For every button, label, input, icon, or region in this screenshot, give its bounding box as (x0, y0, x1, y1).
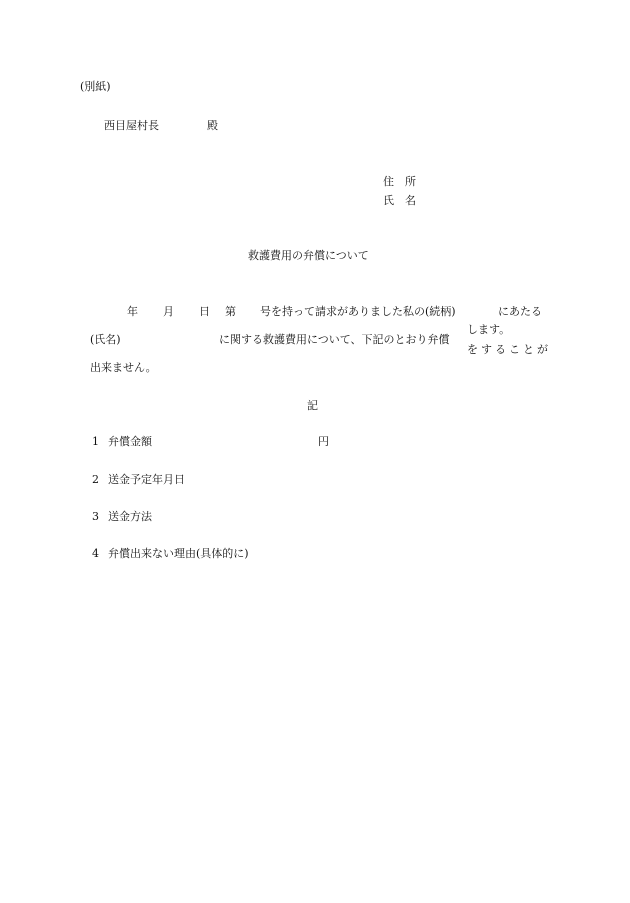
body-line1-end: にあたる (498, 305, 542, 318)
item-3-number: 3 (92, 510, 99, 523)
document-title: 救護費用の弁償について (248, 249, 369, 262)
body-line2-lower: をすることが (467, 343, 551, 356)
sender-name-label: 氏 名 (383, 194, 416, 207)
body-year: 年 (127, 305, 138, 318)
item-3-label: 送金方法 (108, 510, 152, 523)
sender-address-label: 住 所 (383, 175, 416, 188)
body-line2-upper: します。 (467, 323, 511, 336)
item-4-label: 弁償出来ない理由(具体的に) (108, 547, 249, 560)
body-name-label: (氏名) (90, 333, 121, 346)
item-1-number: 1 (92, 435, 99, 448)
item-1-label: 弁償金額 (108, 435, 152, 448)
attachment-label: (別紙) (80, 80, 111, 93)
ki-mark: 記 (307, 399, 318, 412)
body-month: 月 (163, 305, 174, 318)
item-1-unit: 円 (318, 435, 329, 448)
body-line1-text: 号を持って請求がありました私の(続柄) (260, 305, 456, 318)
body-line3-text: 出来ません。 (90, 361, 157, 374)
item-2-number: 2 (92, 473, 99, 486)
body-line2-text: に関する救護費用について、下記のとおり弁償 (219, 333, 450, 346)
body-number-prefix: 第 (225, 305, 236, 318)
addressee-honorific: 殿 (207, 119, 218, 132)
item-2-label: 送金予定年月日 (108, 473, 185, 486)
body-day: 日 (199, 305, 210, 318)
addressee-name: 西目屋村長 (104, 119, 159, 132)
item-4-number: 4 (92, 547, 99, 560)
